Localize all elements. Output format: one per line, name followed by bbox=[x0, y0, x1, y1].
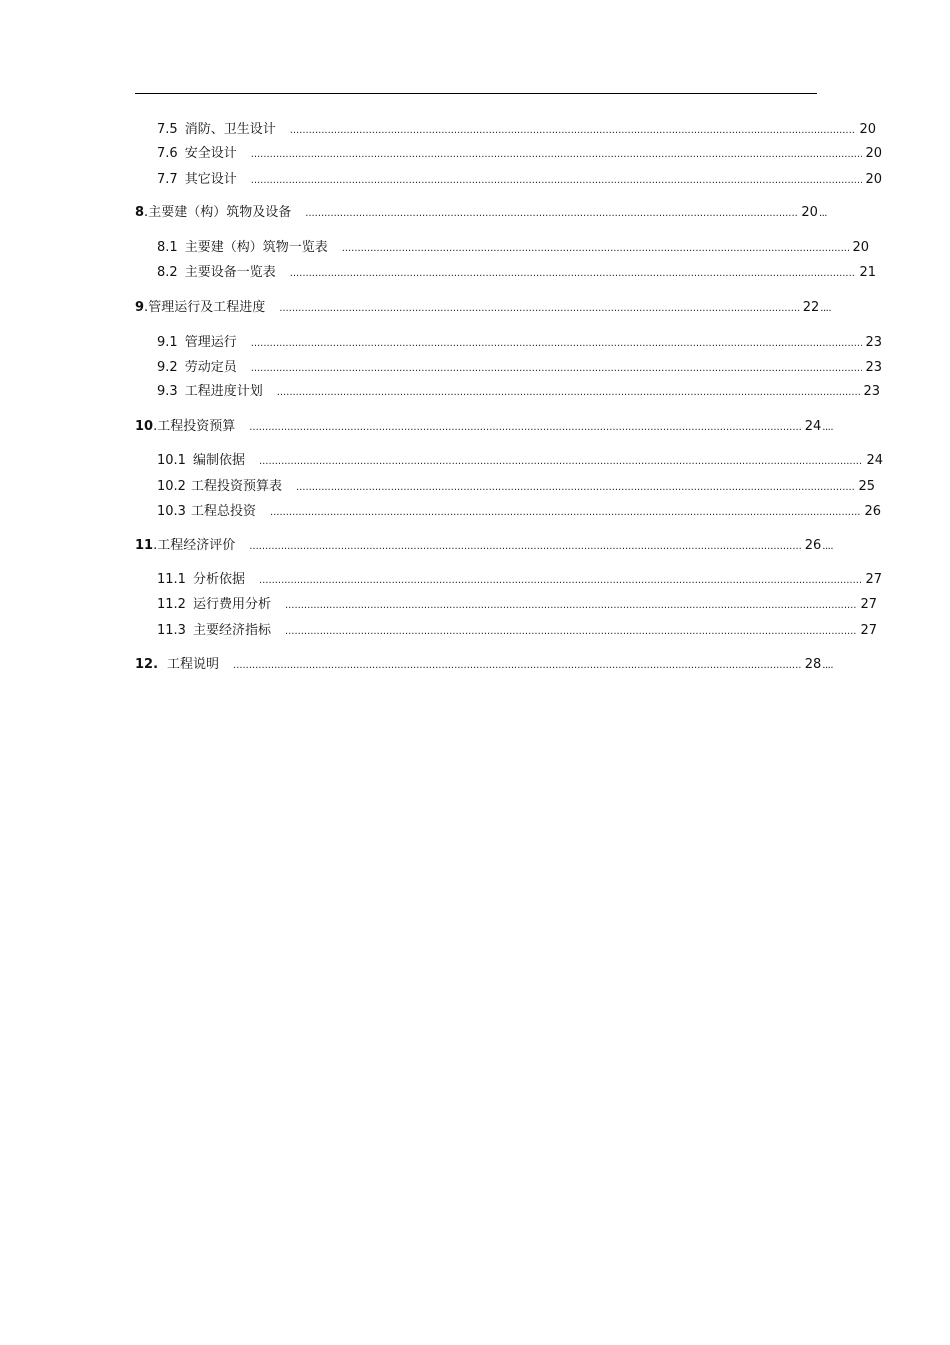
toc-trailing-dots: .... bbox=[822, 541, 833, 552]
toc-entry-title: 消防、卫生设计 bbox=[184, 122, 276, 137]
toc-entry-number: 11 bbox=[135, 538, 154, 553]
toc-dot-leader bbox=[270, 505, 861, 521]
toc-entry-page: 25 bbox=[858, 479, 875, 494]
toc-entry-8-2[interactable] bbox=[157, 265, 876, 282]
toc-entry-number: 11.1 bbox=[157, 572, 186, 587]
toc-entry-9-2[interactable] bbox=[157, 360, 882, 377]
toc-entry-page: 20 bbox=[865, 146, 882, 161]
toc-entry-number: 11.3 bbox=[157, 623, 186, 638]
toc-entry-title: 主要建（构）筑物一览表 bbox=[184, 240, 328, 255]
toc-entry-title: 劳动定员 bbox=[184, 360, 237, 375]
toc-entry-page: 27 bbox=[860, 623, 877, 638]
toc-dot-leader bbox=[233, 658, 802, 674]
toc-entry-page: 20 bbox=[865, 172, 882, 187]
toc-entry-page: 21 bbox=[859, 265, 876, 280]
toc-entry-page: 20 bbox=[801, 205, 818, 220]
toc-entry-title: 编制依据 bbox=[192, 453, 245, 468]
toc-entry-title: 工程投资预算表 bbox=[190, 479, 282, 494]
toc-entry-10-3[interactable] bbox=[157, 504, 881, 521]
toc-entry-number: 10.3 bbox=[157, 504, 186, 519]
toc-entry-number: 9.3 bbox=[157, 384, 178, 399]
toc-dot-leader bbox=[259, 573, 862, 589]
toc-entry-12[interactable] bbox=[135, 657, 833, 674]
toc-entry-10[interactable] bbox=[135, 419, 833, 436]
toc-entry-number: 10.1 bbox=[157, 453, 186, 468]
toc-entry-title: 工程总投资 bbox=[190, 504, 256, 519]
toc-entry-page: 28 bbox=[804, 657, 822, 672]
toc-entry-separator: . bbox=[144, 205, 149, 220]
toc-dot-leader bbox=[251, 336, 863, 352]
toc-entry-title: 其它设计 bbox=[184, 172, 237, 187]
toc-entry-8[interactable] bbox=[135, 205, 827, 222]
toc-entry-page: 23 bbox=[865, 335, 882, 350]
toc-dot-leader bbox=[290, 266, 857, 282]
toc-entry-number: 9.1 bbox=[157, 335, 178, 350]
toc-entry-title: 管理运行及工程进度 bbox=[148, 300, 266, 315]
toc-entry-7-5[interactable] bbox=[157, 122, 876, 139]
toc-trailing-dots: .... bbox=[820, 303, 831, 314]
toc-entry-separator: . bbox=[153, 538, 158, 553]
toc-entry-number: 9 bbox=[135, 300, 145, 315]
toc-entry-page: 23 bbox=[865, 360, 882, 375]
toc-entry-10-2[interactable] bbox=[157, 479, 875, 496]
toc-entry-number: 7.5 bbox=[157, 122, 178, 137]
toc-entry-9-1[interactable] bbox=[157, 335, 882, 352]
toc-dot-leader bbox=[251, 173, 863, 189]
toc-dot-leader bbox=[251, 147, 863, 163]
toc-dot-leader bbox=[285, 624, 857, 640]
toc-entry-7-7[interactable] bbox=[157, 172, 882, 189]
toc-entry-number: 9.2 bbox=[157, 360, 178, 375]
toc-entry-10-1[interactable] bbox=[157, 453, 883, 470]
toc-entry-page: 20 bbox=[852, 240, 869, 255]
toc-trailing-dots: .... bbox=[822, 422, 833, 433]
toc-entry-number: 8.2 bbox=[157, 265, 178, 280]
toc-dot-leader bbox=[296, 480, 855, 496]
toc-dot-leader bbox=[305, 206, 798, 222]
toc-dot-leader bbox=[342, 241, 850, 257]
toc-entry-title: 工程投资预算 bbox=[157, 419, 236, 434]
toc-entry-separator: . bbox=[144, 300, 149, 315]
toc-entry-title: 工程说明 bbox=[167, 657, 220, 672]
toc-entry-number: 7.7 bbox=[157, 172, 178, 187]
toc-entry-title: 运行费用分析 bbox=[192, 597, 271, 612]
toc-entry-number: 8 bbox=[135, 205, 145, 220]
toc-entry-page: 27 bbox=[860, 597, 877, 612]
toc-entry-8-1[interactable] bbox=[157, 240, 869, 257]
toc-entry-page: 20 bbox=[859, 122, 876, 137]
toc-entry-page: 24 bbox=[866, 453, 883, 468]
toc-entry-number: 10.2 bbox=[157, 479, 186, 494]
toc-entry-title: 主要设备一览表 bbox=[184, 265, 276, 280]
toc-dot-leader bbox=[259, 454, 863, 470]
toc-entry-11-1[interactable] bbox=[157, 572, 882, 589]
toc-entry-number: 12. bbox=[135, 657, 159, 672]
toc-entry-11-3[interactable] bbox=[157, 623, 877, 640]
toc-dot-leader bbox=[277, 385, 861, 401]
toc-entry-separator: . bbox=[153, 419, 158, 434]
toc-entry-title: 分析依据 bbox=[192, 572, 245, 587]
toc-entry-title: 工程进度计划 bbox=[184, 384, 263, 399]
toc-dot-leader bbox=[290, 123, 857, 139]
toc-entry-number: 10 bbox=[135, 419, 154, 434]
toc-entry-page: 24 bbox=[804, 419, 822, 434]
toc-entry-page: 23 bbox=[863, 384, 880, 399]
toc-entry-7-6[interactable] bbox=[157, 146, 882, 163]
toc-entry-page: 27 bbox=[865, 572, 882, 587]
toc-entry-9[interactable] bbox=[135, 300, 831, 317]
toc-entry-title: 主要建（构）筑物及设备 bbox=[148, 205, 292, 220]
toc-entry-11[interactable] bbox=[135, 538, 833, 555]
toc-entry-9-3[interactable] bbox=[157, 384, 880, 401]
toc-trailing-dots: .... bbox=[822, 660, 833, 671]
toc-entry-11-2[interactable] bbox=[157, 597, 877, 614]
toc-entry-number: 8.1 bbox=[157, 240, 178, 255]
toc-entry-page: 26 bbox=[864, 504, 881, 519]
toc-entry-page: 26 bbox=[804, 538, 822, 553]
toc-entry-number: 7.6 bbox=[157, 146, 178, 161]
toc-entry-title: 工程经济评价 bbox=[157, 538, 236, 553]
toc-entry-title: 管理运行 bbox=[184, 335, 237, 350]
toc-dot-leader bbox=[249, 539, 801, 555]
toc-entry-page: 22 bbox=[802, 300, 820, 315]
toc-dot-leader bbox=[285, 598, 857, 614]
toc-dot-leader bbox=[279, 301, 800, 317]
toc-entry-title: 主要经济指标 bbox=[192, 623, 271, 638]
toc-entry-title: 安全设计 bbox=[184, 146, 237, 161]
toc-dot-leader bbox=[251, 361, 863, 377]
toc-entry-number: 11.2 bbox=[157, 597, 186, 612]
header-rule bbox=[135, 93, 817, 94]
toc-dot-leader bbox=[249, 420, 801, 436]
toc-trailing-dots: ... bbox=[818, 208, 827, 219]
